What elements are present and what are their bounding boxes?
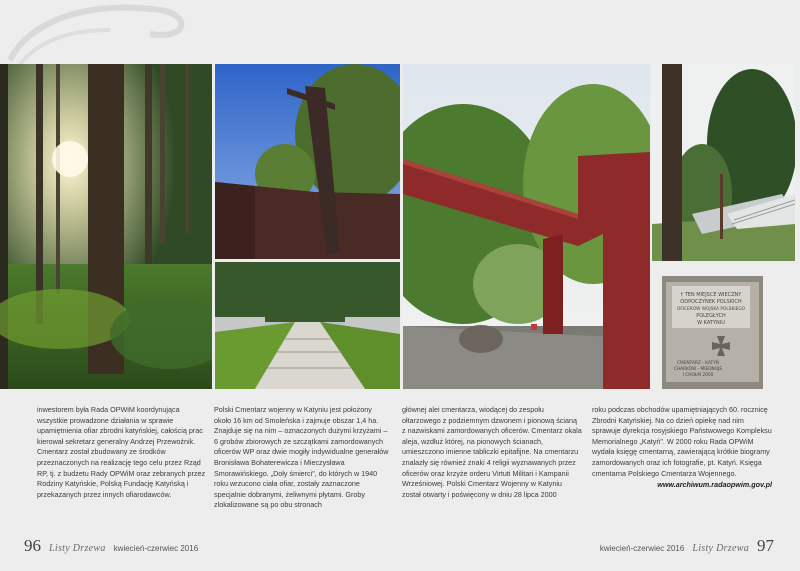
footer-left xyxy=(24,536,198,556)
text-column-1 xyxy=(37,405,207,500)
plaque-line: † TEN MIEJSCE WIECZNY xyxy=(680,292,742,298)
photo-memorial-arch xyxy=(403,64,650,389)
text-column-2 xyxy=(214,405,389,511)
issue-date: kwiecień-czerwiec 2016 xyxy=(113,544,199,553)
footer-right xyxy=(600,536,774,556)
photo-forest-sunlight xyxy=(0,64,212,389)
photo-stone-path xyxy=(215,262,400,389)
paragraph: inwestorem była Rada OPWiM koordynująca wszystkie prowadzone działania w sprawie upamiętnienia ofiar zbrodni katyńskiej, całością prac kierował sekretarz generalny Andrzej Przewoźnik. Cmentarz został zbudowany ze środków przeznaczonych na realizację tego celu przez Rząd RP, tj. z budżetu Rady OPWiM oraz zebranych przez Rodziny Katyńskie, Polską Fundację Katyńską i przekazanych przez innych ofiarodawców. xyxy=(37,405,206,499)
plaque-line: CHARKÓW - MIEDNOJE xyxy=(673,367,723,372)
plaque-line: POLEGŁYCH xyxy=(696,313,726,319)
plaque-line: I CHOŁM 2000 xyxy=(682,373,714,378)
plaque-line: OFICERÓW WOJSKA POLSKIEGO xyxy=(676,307,746,312)
paragraph: Polski Cmentarz wojenny w Katyniu jest położony około 16 km od Smoleńska i zajmuje obszar 1,4 ha. Znajduje się na nim – oznaczonych dużymi krzyżami – 6 grobów zbiorowych ze szczątkami zamordowanych oficerów WP oraz dwie mogiły indywidualne generałów Bronisława Bohaterewicza i Mieczysława Smorawińskiego. „Doły śmierci", do których w 1940 roku wrzucono ciała ofiar, zostały zaznaczone specjalnie dobranymi, żeliwnymi płytami. Groby zlokalizowane są po obu stronach xyxy=(214,405,389,510)
plaque-line: W KATYNIU xyxy=(697,320,725,326)
magazine-logo: Listy Drzewa xyxy=(692,543,749,554)
page-number-right: 97 xyxy=(757,536,774,555)
page-number-left: 96 xyxy=(24,536,41,555)
text-column-3 xyxy=(402,405,582,500)
text-column-4 xyxy=(592,405,772,491)
photo-cross-sky xyxy=(215,64,400,259)
photo-tree-stairs xyxy=(652,64,795,261)
issue-date: kwiecień-czerwiec 2016 xyxy=(599,544,685,553)
magazine-logo: Listy Drzewa xyxy=(49,543,106,554)
plaque-line: ODPOCZYNEK POLSKICH xyxy=(680,299,742,305)
paragraph: roku podczas obchodów upamiętniających 60. rocznicę Zbrodni Katyńskiej. Na co dzień opiekę nad nim sprawuje dyrekcja rosyjskiego Państwowego Kompleksu Memorialnego „Katyń". W 2000 roku Rada OPWiM wydała księgę cmentarną, zawierającą krótkie biogramy zamordowanych oraz ich fotografie, pt. Katyń. Księga cmentarna Polskiego Cmentarza Wojennego. xyxy=(592,405,772,478)
plaque-line: CMENTARZ - KATYŃ xyxy=(677,361,719,366)
decorative-swirl xyxy=(0,0,200,64)
paragraph: głównej alei cmentarza, wiodącej do zespołu ołtarzowego z podziemnym dzwonem i pionową ścianą z nazwiskami zamordowanych oficerów. Cmentarz okala aleja, wzdłuż której, na pionowych ścianach, umieszczono imienne tabliczki epitafijne. Na cmentarzu znalazły się również znaki 4 religii wyznawanych przez oficerów oraz krzyże orderu Virtuti Militari i Kampanii Wrześniowej. Polski Cmentarz Wojenny w Katyniu został otwarty i poświęcony w dniu 28 lipca 2000 xyxy=(402,405,582,499)
photo-memorial-plaque xyxy=(662,276,763,389)
source-url: www.archiwum.radaopwim.gov.pl xyxy=(657,480,772,490)
